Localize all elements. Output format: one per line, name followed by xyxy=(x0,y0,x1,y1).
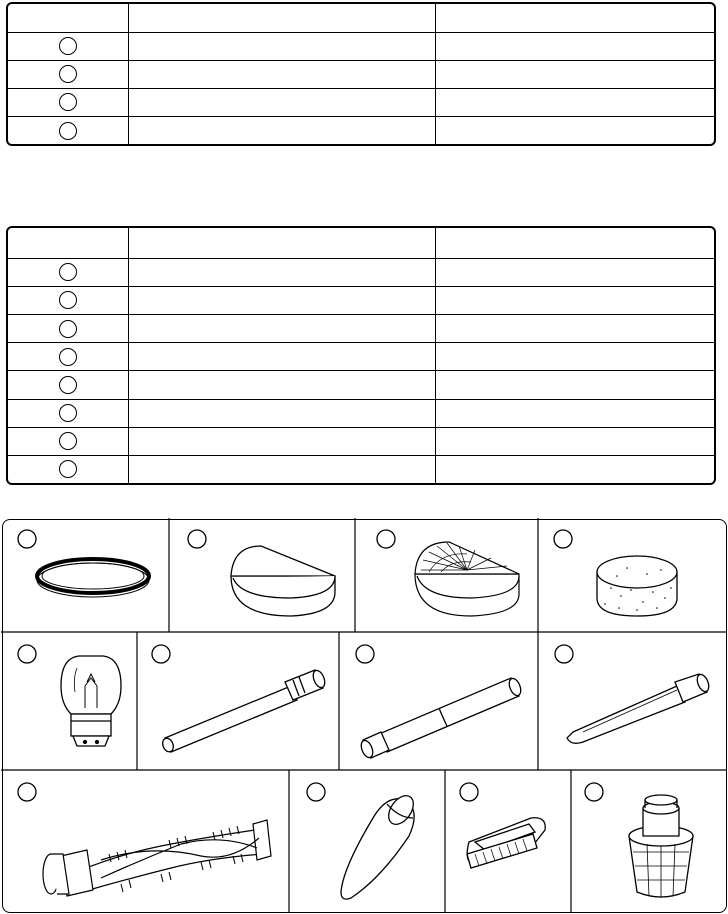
marker-cell xyxy=(8,314,129,342)
marker-cell xyxy=(8,117,129,144)
header-cell xyxy=(8,228,129,258)
circle-marker-icon xyxy=(18,783,36,801)
marker-cell xyxy=(8,399,129,427)
circle-marker-icon xyxy=(59,93,77,111)
table-row xyxy=(8,117,714,144)
table-row xyxy=(8,286,714,314)
circle-marker-icon xyxy=(188,530,206,548)
header-cell xyxy=(129,228,436,258)
marker-cell xyxy=(8,286,129,314)
table-cell xyxy=(436,371,715,399)
table-cell xyxy=(129,60,436,88)
marker-cell xyxy=(8,60,129,88)
table-cell xyxy=(129,286,436,314)
table-cell xyxy=(129,371,436,399)
table-cell xyxy=(436,455,715,483)
parts-grid-svg xyxy=(1,518,726,912)
extension-wand-long-icon xyxy=(359,677,523,759)
foam-filter-half-round-icon xyxy=(231,546,335,616)
marker-cell xyxy=(8,88,129,116)
table-cell xyxy=(436,88,715,116)
table-row xyxy=(8,455,714,483)
upholstery-nozzle-icon xyxy=(341,792,418,900)
circle-marker-icon xyxy=(555,645,573,663)
table-cell xyxy=(436,314,715,342)
hepa-filter-half-round-icon xyxy=(415,542,519,616)
parts-table-top xyxy=(6,2,716,146)
circle-marker-icon xyxy=(152,645,170,663)
circle-marker-icon xyxy=(59,432,77,450)
circle-marker-icon xyxy=(59,122,77,140)
table-cell xyxy=(436,258,715,286)
extension-wand-icon xyxy=(161,669,327,754)
table-row xyxy=(8,343,714,371)
parts-table-bottom xyxy=(6,226,716,485)
table-cell xyxy=(436,60,715,88)
table-cell xyxy=(129,258,436,286)
table-cell xyxy=(436,427,715,455)
table-cell xyxy=(129,88,436,116)
circle-marker-icon xyxy=(59,460,77,478)
table-row xyxy=(8,314,714,342)
circle-marker-icon xyxy=(585,783,603,801)
table-cell xyxy=(129,343,436,371)
table-row xyxy=(8,32,714,60)
table-cell xyxy=(436,286,715,314)
circle-marker-icon xyxy=(59,404,77,422)
circle-marker-icon xyxy=(59,348,77,366)
header-cell xyxy=(129,4,436,32)
circle-marker-icon xyxy=(377,530,395,548)
table-row xyxy=(8,60,714,88)
circle-marker-icon xyxy=(18,530,36,548)
table-cell xyxy=(129,32,436,60)
marker-cell xyxy=(8,258,129,286)
table-cell xyxy=(129,117,436,144)
round-foam-filter-icon xyxy=(597,556,677,616)
table-header-row xyxy=(8,228,714,258)
table-cell xyxy=(129,455,436,483)
header-cell xyxy=(436,228,715,258)
table-row xyxy=(8,88,714,116)
header-cell xyxy=(8,4,129,32)
parts-illustration-grid xyxy=(2,519,727,913)
light-bulb-icon xyxy=(61,656,121,746)
circle-marker-icon xyxy=(356,645,374,663)
table-cell xyxy=(129,314,436,342)
marker-cell xyxy=(8,371,129,399)
marker-cell xyxy=(8,427,129,455)
marker-cell xyxy=(8,455,129,483)
circle-marker-icon xyxy=(59,65,77,83)
circle-marker-icon xyxy=(307,783,325,801)
crevice-tool-icon xyxy=(567,673,711,744)
table-cell xyxy=(436,32,715,60)
dirt-cup-filter-icon xyxy=(629,795,693,898)
table-cell xyxy=(436,343,715,371)
belt-icon xyxy=(37,559,149,597)
table-row xyxy=(8,427,714,455)
circle-marker-icon xyxy=(18,645,36,663)
dusting-brush-icon xyxy=(467,818,545,868)
circle-marker-icon xyxy=(59,37,77,55)
table-cell xyxy=(129,399,436,427)
brushroll-icon xyxy=(43,820,271,896)
header-cell xyxy=(436,4,715,32)
circle-marker-icon xyxy=(460,783,478,801)
circle-marker-icon xyxy=(59,320,77,338)
circle-marker-icon xyxy=(59,291,77,309)
circle-marker-icon xyxy=(554,530,572,548)
table-cell xyxy=(436,399,715,427)
circle-marker-icon xyxy=(59,376,77,394)
table-row xyxy=(8,258,714,286)
marker-cell xyxy=(8,343,129,371)
table-row xyxy=(8,399,714,427)
circle-marker-icon xyxy=(59,263,77,281)
table-header-row xyxy=(8,4,714,32)
table-row xyxy=(8,371,714,399)
marker-cell xyxy=(8,32,129,60)
table-cell xyxy=(436,117,715,144)
table-cell xyxy=(129,427,436,455)
